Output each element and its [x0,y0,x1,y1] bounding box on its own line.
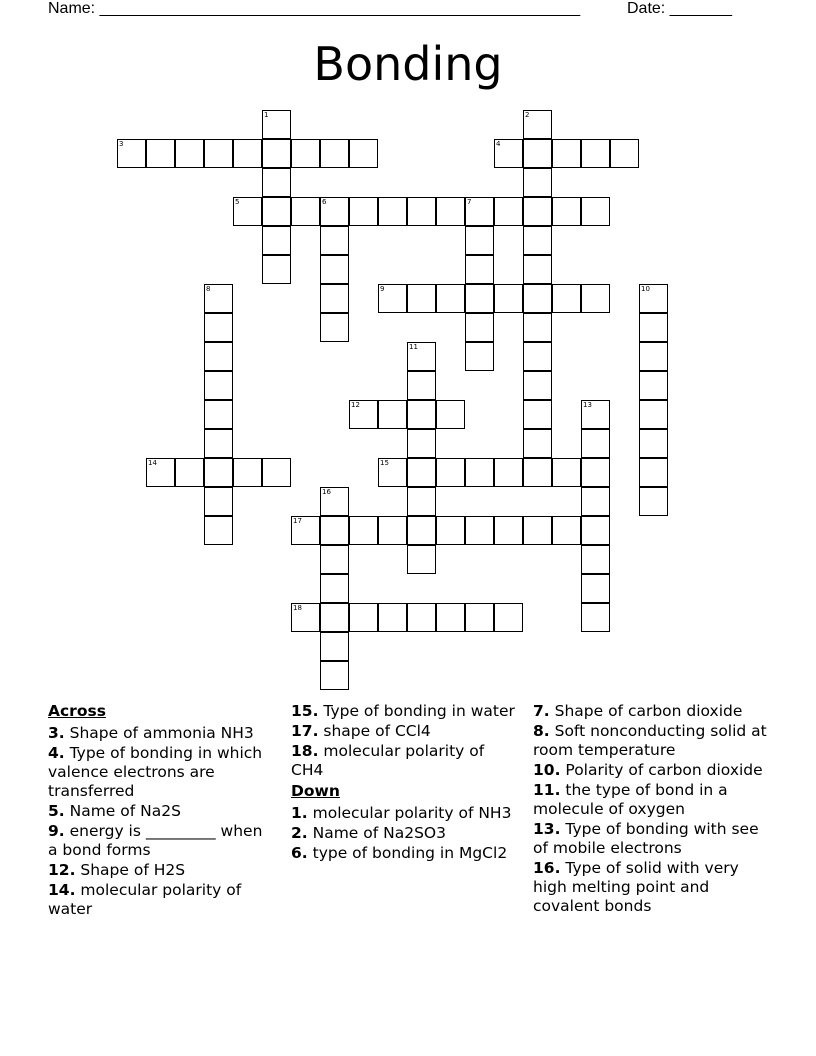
clue-number: 1. [291,804,308,822]
date-field[interactable] [627,0,732,18]
clue-item [48,881,273,919]
grid-cell[interactable] [552,139,581,168]
grid-cell[interactable] [233,139,262,168]
grid-cell[interactable] [320,545,349,574]
clue-text: Shape of ammonia NH3 [64,724,254,742]
grid-cell[interactable] [465,342,494,371]
grid-number: 12 [351,401,360,409]
grid-cell[interactable] [262,458,291,487]
clue-number: 17. [291,722,319,740]
grid-cell[interactable] [407,400,436,429]
clue-number: 10. [533,761,561,779]
clue-item [533,820,773,858]
grid-cell[interactable] [523,139,552,168]
grid-number: 16 [322,488,331,496]
page-title: Bonding [313,37,503,91]
clue-number: 18. [291,742,319,760]
grid-cell[interactable] [465,603,494,632]
grid-cell[interactable] [581,574,610,603]
grid-cell[interactable] [291,139,320,168]
clue-number: 8. [533,722,550,740]
grid-number: 9 [380,285,385,293]
grid-cell[interactable] [407,284,436,313]
grid-cell[interactable] [465,284,494,313]
clue-text: Name of Na2SO3 [307,824,446,842]
clue-number: 14. [48,881,76,899]
grid-cell[interactable] [320,574,349,603]
grid-number: 14 [148,459,157,467]
grid-number: 7 [467,198,472,206]
clues-column-1 [48,702,273,920]
grid-number: 8 [206,285,211,293]
grid-cell[interactable] [407,487,436,516]
clue-text: Polarity of carbon dioxide [560,761,763,779]
grid-cell[interactable] [349,516,378,545]
grid-cell[interactable] [320,632,349,661]
grid-cell[interactable] [320,313,349,342]
grid-cell[interactable] [262,197,291,226]
grid-cell[interactable] [581,429,610,458]
grid-cell[interactable] [436,516,465,545]
grid-cell[interactable] [175,458,204,487]
grid-cell[interactable] [320,603,349,632]
grid-cell[interactable] [639,342,668,371]
grid-cell[interactable] [523,313,552,342]
grid-number: 17 [293,517,302,525]
clue-text: Soft nonconducting solid at room temperature [533,722,767,759]
grid-cell[interactable] [552,197,581,226]
grid-cell[interactable] [204,516,233,545]
grid-cell[interactable] [320,661,349,690]
clue-text: the type of bond in a molecule of oxygen [533,781,728,818]
clue-number: 5. [48,802,65,820]
grid-cell[interactable] [262,226,291,255]
clue-number: 13. [533,820,561,838]
grid-cell[interactable] [639,400,668,429]
grid-cell[interactable] [523,371,552,400]
grid-cell[interactable] [639,313,668,342]
clue-item [291,742,516,780]
grid-cell[interactable] [204,458,233,487]
grid-cell[interactable] [204,487,233,516]
clue-item [48,744,273,801]
clue-number: 7. [533,702,550,720]
clue-item [533,722,773,760]
grid-cell[interactable] [436,603,465,632]
grid-cell[interactable] [610,139,639,168]
clue-item [291,722,516,741]
clue-item [533,761,773,780]
clue-text: Name of Na2S [64,802,181,820]
grid-cell[interactable] [436,458,465,487]
clue-text: Shape of carbon dioxide [549,702,743,720]
grid-cell[interactable] [639,429,668,458]
grid-cell[interactable] [320,226,349,255]
grid-cell[interactable] [407,429,436,458]
grid-cell[interactable] [320,284,349,313]
clue-text: molecular polarity of water [48,881,242,918]
grid-number: 10 [641,285,650,293]
grid-cell[interactable] [204,429,233,458]
clue-item [533,859,773,916]
grid-cell[interactable] [523,342,552,371]
grid-cell[interactable] [552,458,581,487]
clue-item [48,822,273,860]
grid-number: 13 [583,401,592,409]
clue-text: Type of bonding with see of mobile electrons [533,820,759,857]
grid-cell[interactable] [407,545,436,574]
clue-item [291,844,516,863]
clue-text: energy is _________ when a bond forms [48,822,263,859]
grid-cell[interactable] [639,487,668,516]
grid-cell[interactable] [349,139,378,168]
clues-column-2 [291,702,516,864]
clue-text: molecular polarity of NH3 [307,804,512,822]
grid-number: 1 [264,111,269,119]
grid-number: 15 [380,459,389,467]
name-field[interactable] [48,0,580,18]
grid-cell[interactable] [581,545,610,574]
grid-cell[interactable] [204,342,233,371]
clue-number: 16. [533,859,561,877]
grid-cell[interactable] [581,284,610,313]
grid-cell[interactable] [436,284,465,313]
grid-cell[interactable] [639,458,668,487]
grid-cell[interactable] [320,516,349,545]
grid-cell[interactable] [407,197,436,226]
grid-cell[interactable] [204,139,233,168]
grid-cell[interactable] [494,458,523,487]
grid-number: 4 [496,140,501,148]
grid-cell[interactable] [523,226,552,255]
date-line[interactable]: _______ [669,0,732,17]
grid-cell[interactable] [407,603,436,632]
grid-cell[interactable] [262,255,291,284]
clue-item [48,802,273,821]
grid-cell[interactable] [494,197,523,226]
grid-cell[interactable] [262,168,291,197]
grid-cell[interactable] [581,487,610,516]
grid-cell[interactable] [523,516,552,545]
grid-cell[interactable] [581,603,610,632]
clue-text: Type of bonding in water [318,702,515,720]
grid-cell[interactable] [407,516,436,545]
grid-cell[interactable] [204,313,233,342]
grid-cell[interactable] [436,400,465,429]
clue-text: Type of bonding in which valence electrons are transferred [48,744,263,800]
clue-number: 12. [48,861,76,879]
grid-cell[interactable] [465,255,494,284]
clue-item [291,824,516,843]
down-heading: Down [291,782,340,800]
clue-item [533,702,773,721]
clue-item [48,724,273,743]
clue-text: type of bonding in MgCl2 [307,844,508,862]
grid-cell[interactable] [523,168,552,197]
grid-cell[interactable] [262,139,291,168]
grid-cell[interactable] [523,429,552,458]
grid-cell[interactable] [407,458,436,487]
grid-cell[interactable] [494,284,523,313]
grid-cell[interactable] [378,197,407,226]
grid-cell[interactable] [465,313,494,342]
clue-text: shape of CCl4 [318,722,431,740]
clues-column-3 [533,702,773,917]
name-line[interactable]: ______________________________________________________ [99,0,581,17]
clue-item [291,804,516,823]
grid-cell[interactable] [581,458,610,487]
grid-cell[interactable] [320,139,349,168]
grid-number: 6 [322,198,327,206]
grid-cell[interactable] [494,603,523,632]
grid-cell[interactable] [378,603,407,632]
grid-cell[interactable] [494,516,523,545]
grid-cell[interactable] [204,371,233,400]
grid-cell[interactable] [523,197,552,226]
grid-cell[interactable] [436,197,465,226]
grid-cell[interactable] [552,516,581,545]
clue-number: 6. [291,844,308,862]
grid-cell[interactable] [465,458,494,487]
grid-cell[interactable] [233,458,262,487]
grid-number: 11 [409,343,418,351]
grid-cell[interactable] [291,197,320,226]
grid-cell[interactable] [407,371,436,400]
grid-cell[interactable] [320,255,349,284]
clue-number: 9. [48,822,65,840]
clue-number: 2. [291,824,308,842]
grid-number: 18 [293,604,302,612]
clue-item [533,781,773,819]
grid-cell[interactable] [639,371,668,400]
clue-number: 3. [48,724,65,742]
grid-cell[interactable] [465,516,494,545]
clue-text: molecular polarity of CH4 [291,742,485,779]
clue-item [291,702,516,721]
grid-cell[interactable] [204,400,233,429]
grid-cell[interactable] [349,197,378,226]
across-heading: Across [48,702,106,720]
grid-cell[interactable] [465,226,494,255]
grid-cell[interactable] [552,284,581,313]
grid-cell[interactable] [523,458,552,487]
grid-cell[interactable] [581,197,610,226]
name-label: Name: [48,0,96,17]
grid-cell[interactable] [349,603,378,632]
clue-text: Type of solid with very high melting point and covalent bonds [533,859,739,915]
grid-cell[interactable] [523,255,552,284]
date-label: Date: [627,0,666,17]
grid-cell[interactable] [581,516,610,545]
grid-cell[interactable] [175,139,204,168]
grid-cell[interactable] [523,284,552,313]
clue-number: 15. [291,702,319,720]
clue-number: 11. [533,781,561,799]
grid-number: 2 [525,111,530,119]
clue-item [48,861,273,880]
grid-cell[interactable] [581,139,610,168]
clue-text: Shape of H2S [75,861,186,879]
grid-cell[interactable] [378,400,407,429]
grid-cell[interactable] [378,516,407,545]
grid-cell[interactable] [523,400,552,429]
grid-cell[interactable] [146,139,175,168]
clue-number: 4. [48,744,65,762]
grid-number: 3 [119,140,124,148]
grid-number: 5 [235,198,240,206]
